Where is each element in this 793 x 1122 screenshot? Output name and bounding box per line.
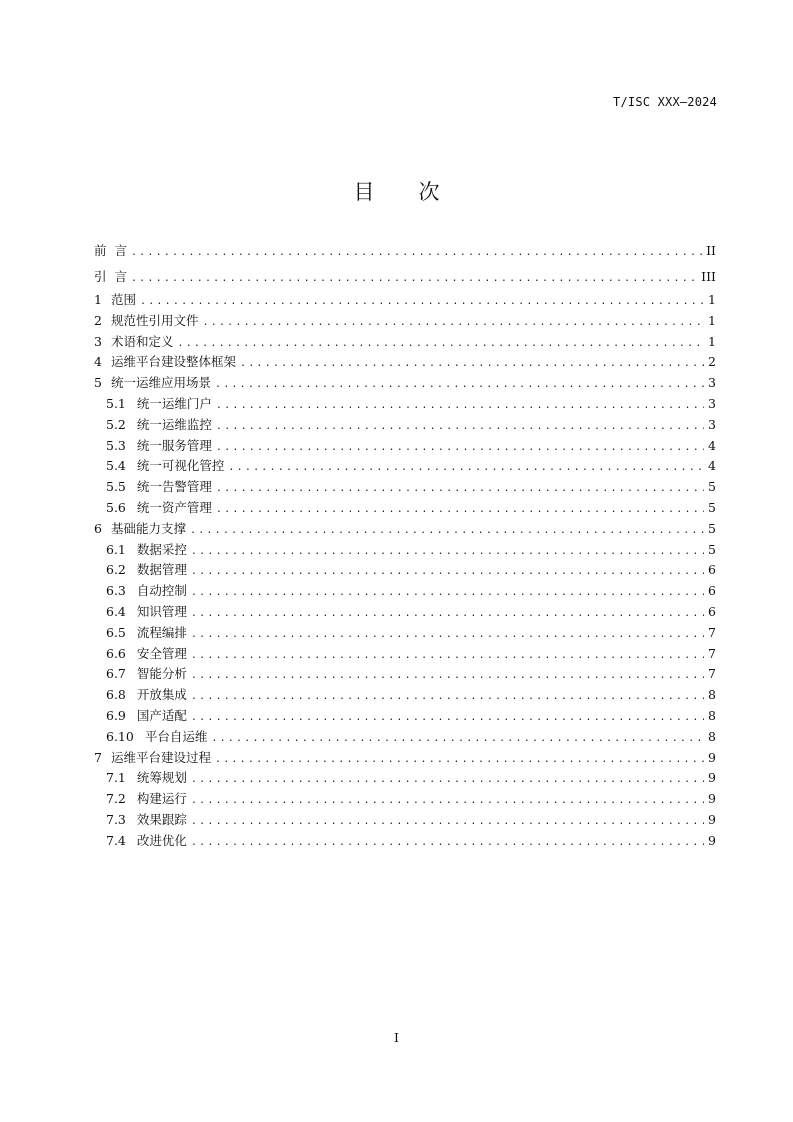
toc-entry-number: 5.2 (106, 416, 126, 432)
toc-entry-label (106, 623, 187, 644)
toc-entry-label (106, 498, 212, 519)
toc-entry-title: 统筹规划 (136, 770, 187, 786)
toc-entry-title: 平台自运维 (144, 728, 208, 744)
toc-entry-title: 安全管理 (136, 645, 187, 661)
toc-leader-dots (191, 562, 704, 583)
toc-leader-dots (191, 542, 704, 563)
toc-entry-page: 5 (708, 479, 716, 495)
toc-leader-dots (215, 375, 704, 396)
toc-entry-page: 6 (708, 583, 716, 599)
toc-entry-page: 6 (708, 603, 716, 619)
toc-entry-label (106, 664, 187, 685)
toc-entry-title: 开放集成 (136, 687, 187, 703)
toc-leader-dots (191, 708, 704, 729)
toc-entry-number: 6 (94, 520, 102, 536)
toc-entry[interactable] (94, 519, 716, 540)
toc-entry-label (106, 768, 187, 789)
toc-entry[interactable] (94, 436, 716, 457)
toc-entry-label (106, 560, 187, 581)
toc-leader-dots (191, 646, 704, 667)
toc-entry[interactable] (94, 290, 716, 311)
toc-entry-page: 9 (708, 811, 716, 827)
toc-entry-title: 统一运维应用场景 (110, 375, 211, 391)
toc-entry-label (94, 373, 211, 394)
toc-entry[interactable] (94, 352, 716, 373)
toc-entry[interactable] (94, 560, 716, 581)
toc-entry-title: 范围 (110, 292, 136, 307)
toc-entry-page: 2 (708, 354, 716, 370)
toc-entry-label (106, 394, 212, 415)
toc-entry-title: 统一资产管理 (136, 499, 212, 515)
toc-entry-label (106, 706, 187, 727)
toc-entry-page: III (701, 269, 716, 284)
toc-entry-page: 9 (708, 770, 716, 786)
toc-entry-title: 统一告警管理 (136, 479, 212, 495)
toc-entry-page: 5 (708, 520, 716, 536)
page-title: 目次 (353, 180, 484, 204)
toc-entry-number: 5.4 (106, 458, 126, 474)
toc-entry-page: 3 (708, 416, 716, 432)
toc-entry-number: 7.2 (106, 791, 126, 807)
toc-entry-page: 8 (708, 728, 716, 744)
toc-entry[interactable] (94, 456, 716, 477)
toc-entry-number: 7.4 (106, 832, 126, 848)
toc-entry-title: 运维平台建设整体框架 (110, 354, 236, 370)
toc-entry[interactable] (94, 727, 716, 748)
toc-entry-label (106, 789, 187, 810)
toc-entry[interactable] (94, 394, 716, 415)
document-code: T/ISC XXX—2024 (613, 95, 717, 109)
toc-entry-title: 运维平台建设过程 (110, 749, 211, 765)
toc-entry-page: 1 (708, 292, 716, 307)
toc-entry[interactable] (94, 706, 716, 727)
toc-leader-dots (191, 583, 704, 604)
toc-entry-number: 5 (94, 375, 102, 391)
toc-entry-number: 7 (94, 749, 102, 765)
toc-entry-number: 1 (94, 292, 102, 307)
toc-entry-title: 规范性引用文件 (110, 312, 199, 328)
toc-entry-number: 6.2 (106, 562, 126, 578)
toc-entry[interactable] (94, 685, 716, 706)
toc-leader-dots (191, 791, 704, 812)
toc-leader-dots (131, 266, 697, 292)
toc-leader-dots (216, 417, 704, 438)
toc-leader-dots (191, 666, 704, 687)
toc-entry-number: 6.4 (106, 603, 126, 619)
toc-entry-number: 7.3 (106, 811, 126, 827)
toc-entry-number: 4 (94, 354, 102, 370)
toc-entry-title: 智能分析 (136, 666, 187, 682)
toc-entry-title: 数据采控 (136, 541, 187, 557)
toc-entry-number: 7.1 (106, 770, 126, 786)
toc-leader-dots (215, 750, 704, 771)
toc-entry[interactable] (94, 664, 716, 685)
toc-entry-page: 3 (708, 395, 716, 411)
toc-entry-title: 国产适配 (136, 707, 187, 723)
toc-leader-dots (191, 770, 704, 791)
toc-entry[interactable] (94, 332, 716, 353)
toc-entry-page: 9 (708, 791, 716, 807)
toc-entry[interactable] (94, 238, 716, 264)
toc-entry-label (106, 581, 187, 602)
toc-entry[interactable] (94, 581, 716, 602)
toc-entry-page: 9 (708, 749, 716, 765)
toc-leader-dots (216, 479, 704, 500)
toc-leader-dots (191, 812, 704, 833)
toc-leader-dots (228, 458, 704, 479)
toc-entry-page: 4 (708, 458, 716, 474)
toc-entry[interactable] (94, 644, 716, 665)
toc-entry-number: 6.1 (106, 541, 126, 557)
toc-leader-dots (240, 354, 704, 375)
toc-entry-page: 9 (708, 832, 716, 848)
toc-entry-label (106, 685, 187, 706)
toc-entry-label (106, 540, 187, 561)
toc-entry[interactable] (94, 498, 716, 519)
page-number: I (394, 1030, 399, 1045)
toc-entry-label (106, 727, 207, 748)
toc-leader-dots (191, 687, 704, 708)
toc-entry-number: 6.8 (106, 687, 126, 703)
toc-leader-dots (216, 500, 704, 521)
toc-leader-dots (190, 521, 704, 542)
toc-entry-title: 构建运行 (136, 791, 187, 807)
toc-entry-page: 7 (708, 645, 716, 661)
toc-entry-title: 基础能力支撑 (110, 520, 186, 536)
toc-entry-label (106, 602, 187, 623)
toc-entry-page: 6 (708, 562, 716, 578)
toc-entry-number: 6.10 (106, 728, 134, 744)
toc-entry-label (106, 831, 187, 852)
toc-entry[interactable] (94, 768, 716, 789)
toc-entry[interactable] (94, 311, 716, 332)
toc-entry-number: 5.3 (106, 437, 126, 453)
toc-entry-number: 6.5 (106, 624, 126, 640)
table-of-contents (94, 238, 716, 852)
toc-entry-page: 3 (708, 375, 716, 391)
toc-entry[interactable] (94, 373, 716, 394)
toc-entry-label (106, 644, 187, 665)
toc-entry-label (106, 810, 187, 831)
toc-entry-page: II (706, 243, 716, 258)
toc-entry-number: 6.7 (106, 666, 126, 682)
toc-entry-label (106, 477, 212, 498)
toc-entry-label (106, 415, 212, 436)
toc-entry[interactable] (94, 831, 716, 852)
toc-entry-page: 4 (708, 437, 716, 453)
toc-leader-dots (202, 313, 704, 334)
toc-entry[interactable] (94, 415, 716, 436)
toc-entry-title: 前 言 (94, 243, 127, 258)
toc-entry[interactable] (94, 602, 716, 623)
toc-entry-page: 8 (708, 707, 716, 723)
toc-entry-title: 统一可视化管控 (136, 458, 225, 474)
toc-entry-page: 5 (708, 499, 716, 515)
toc-entry[interactable] (94, 789, 716, 810)
toc-leader-dots (177, 334, 704, 355)
toc-entry-title: 改进优化 (136, 832, 187, 848)
toc-entry-number: 5.1 (106, 395, 126, 411)
toc-entry-number: 3 (94, 333, 102, 349)
toc-entry-page: 8 (708, 687, 716, 703)
toc-entry-label (94, 290, 136, 311)
toc-entry[interactable] (94, 623, 716, 644)
toc-entry-label (94, 264, 127, 290)
toc-entry-label (106, 436, 212, 457)
toc-entry-label (94, 748, 211, 769)
toc-entry-label (106, 456, 224, 477)
toc-entry-label (94, 332, 173, 353)
toc-leader-dots (191, 604, 704, 625)
toc-entry-label (94, 311, 198, 332)
toc-entry[interactable] (94, 810, 716, 831)
toc-entry-title: 统一运维门户 (136, 395, 212, 411)
toc-leader-dots (131, 240, 702, 266)
toc-entry-number: 5.6 (106, 499, 126, 515)
toc-entry-title: 统一服务管理 (136, 437, 212, 453)
toc-entry[interactable] (94, 477, 716, 498)
toc-entry-page: 1 (708, 312, 716, 328)
toc-entry-page: 5 (708, 541, 716, 557)
toc-entry-label (94, 238, 127, 264)
toc-entry-label (94, 519, 186, 540)
toc-entry-number: 2 (94, 312, 102, 328)
toc-entry-title: 术语和定义 (110, 333, 174, 349)
toc-entry-number: 6.6 (106, 645, 126, 661)
toc-leader-dots (216, 438, 704, 459)
toc-entry-number: 5.5 (106, 479, 126, 495)
toc-entry[interactable] (94, 540, 716, 561)
toc-entry-number: 6.3 (106, 583, 126, 599)
toc-leader-dots (191, 833, 704, 854)
toc-entry-title: 数据管理 (136, 562, 187, 578)
toc-entry[interactable] (94, 748, 716, 769)
toc-entry-label (94, 352, 236, 373)
toc-entry-page: 7 (708, 624, 716, 640)
toc-leader-dots (211, 729, 704, 750)
toc-entry[interactable] (94, 264, 716, 290)
toc-entry-title: 自动控制 (136, 583, 187, 599)
toc-entry-title: 流程编排 (136, 624, 187, 640)
toc-entry-title: 知识管理 (136, 603, 187, 619)
toc-entry-page: 1 (708, 333, 716, 349)
toc-entry-title: 统一运维监控 (136, 416, 212, 432)
toc-entry-page: 7 (708, 666, 716, 682)
toc-leader-dots (140, 292, 704, 313)
toc-entry-number: 6.9 (106, 707, 126, 723)
toc-entry-title: 引 言 (94, 269, 127, 284)
toc-entry-title: 效果跟踪 (136, 811, 187, 827)
toc-leader-dots (191, 625, 704, 646)
toc-leader-dots (216, 396, 704, 417)
